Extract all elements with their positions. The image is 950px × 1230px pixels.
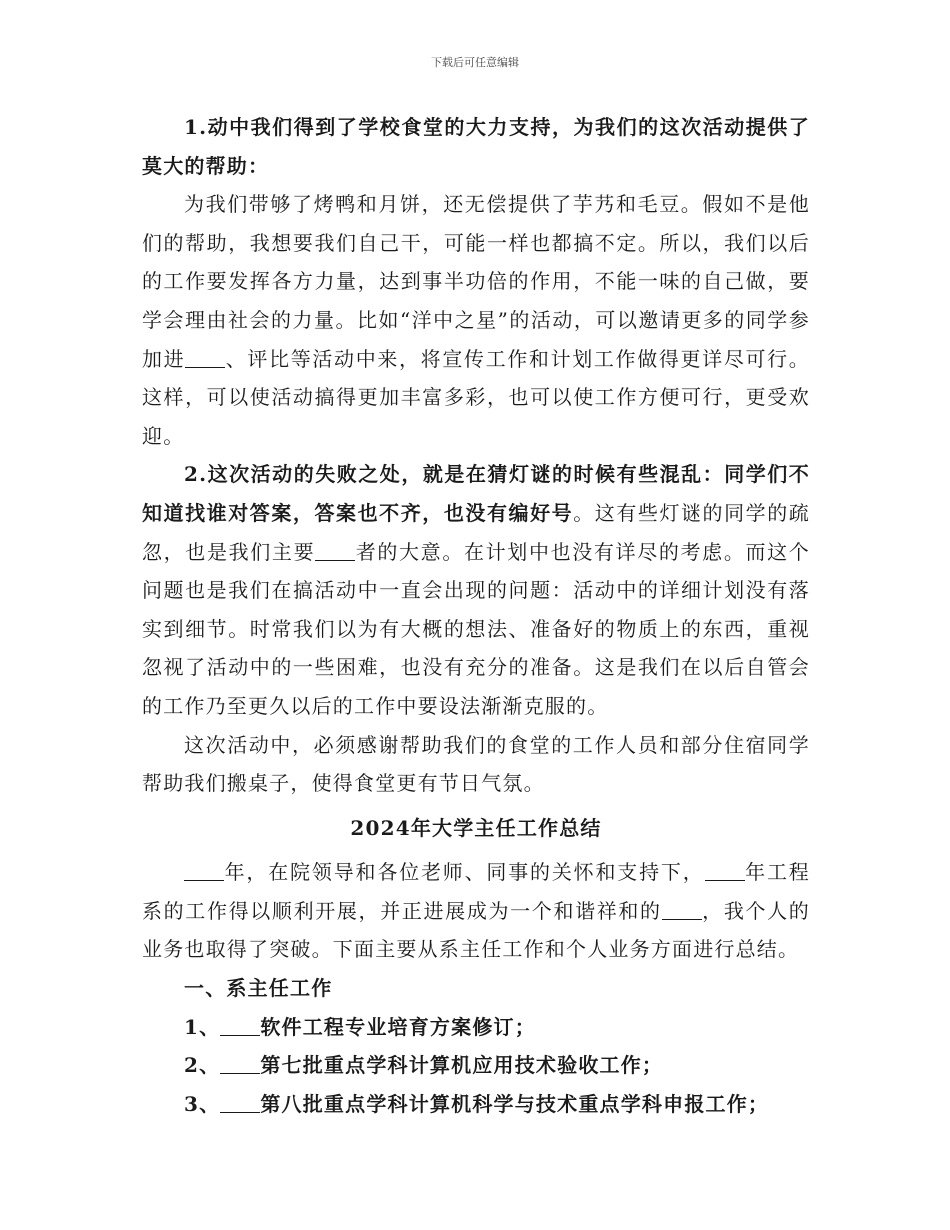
document-title: 2024年大学主任工作总结: [350, 815, 602, 840]
list-item: [142, 1085, 810, 1124]
list-item-text: 第七批重点学科计算机应用技术验收工作；: [260, 1053, 664, 1078]
blank-underline: [662, 901, 702, 920]
list-item: [142, 1008, 810, 1047]
section2-body-part2: 者的大意。在计划中也没有详尽的考虑。而这个问题也是我们在搞活动中一直会出现的问题：活动中的详细计划没有落实到细节。时常我们以为有大概的想法、准备好的物质上的东西，重视忽视了活动中的一些困难，也没有充分的准备。这是我们在以后自管会的工作乃至更久以后的工作中要设法渐渐克服的。: [142, 539, 810, 718]
list-item-number: 2、: [184, 1053, 221, 1078]
blank-underline: [315, 542, 355, 561]
document-body: [142, 108, 810, 1123]
list-item-number: 3、: [184, 1091, 221, 1116]
blank-underline: [220, 1094, 260, 1113]
section1-body-part1: 为我们带够了烤鸭和月饼，还无偿提供了芋艿和毛豆。假如不是他们的帮助，我想要我们自己干，可能一样也都搞不定。所以，我们以后的工作要发挥各方力量，达到事半功倍的作用，不能一味的自己做，要学会理由社会的力量。比如“洋中之星”的活动，可以邀请更多的同学参加进: [142, 192, 810, 371]
blank-underline: [184, 862, 224, 881]
thanks-paragraph: 这次活动中，必须感谢帮助我们的食堂的工作人员和部分住宿同学帮助我们搬桌子，使得食堂更有节日气氛。: [142, 732, 810, 796]
list-item-number: 1、: [184, 1014, 221, 1039]
intro-part3: ，我个人的业务也取得了突破。下面主要从系主任工作和个人业务方面进行总结。: [142, 898, 810, 962]
blank-underline: [220, 1017, 260, 1036]
section1-heading: 1.动中我们得到了学校食堂的大力支持，为我们的这次活动提供了莫大的帮助：: [142, 115, 810, 178]
blank-underline: [220, 1055, 260, 1074]
section1-body: [142, 185, 810, 455]
subheading: 一、系主任工作: [184, 976, 333, 1001]
blank-underline: [185, 349, 225, 368]
section2-body-part1: 。这有些灯谜的同学的疏忽，也是我们主要: [142, 500, 811, 564]
section1-body-part2: 、评比等活动中来，将宣传工作和计划工作做得更详尽可行。这样，可以使活动搞得更加丰富多彩，也可以使工作方便可行，更受欢迎。: [142, 346, 810, 448]
list-item: [142, 1046, 810, 1085]
section1-paragraph: [142, 108, 810, 185]
section2-paragraph: [142, 455, 810, 725]
blank-underline: [705, 862, 745, 881]
intro-part1: 年，在院领导和各位老师、同事的关怀和支持下，: [224, 860, 705, 885]
list-item-text: 第八批重点学科计算机科学与技术重点学科申报工作；: [260, 1091, 770, 1116]
intro-part2: 年工程系的工作得以顺利开展，并正进展成为一个和谐祥和的: [142, 860, 810, 923]
list-item-text: 软件工程专业培育方案修订；: [260, 1014, 536, 1039]
page-header: 下载后可任意编辑: [431, 56, 519, 69]
section2-heading: 2.这次活动的失败之处，就是在猜灯谜的时候有些混乱：同学们不知道找谁对答案，答案也不齐，也没有编好号: [142, 462, 810, 525]
intro-paragraph: [142, 853, 810, 969]
